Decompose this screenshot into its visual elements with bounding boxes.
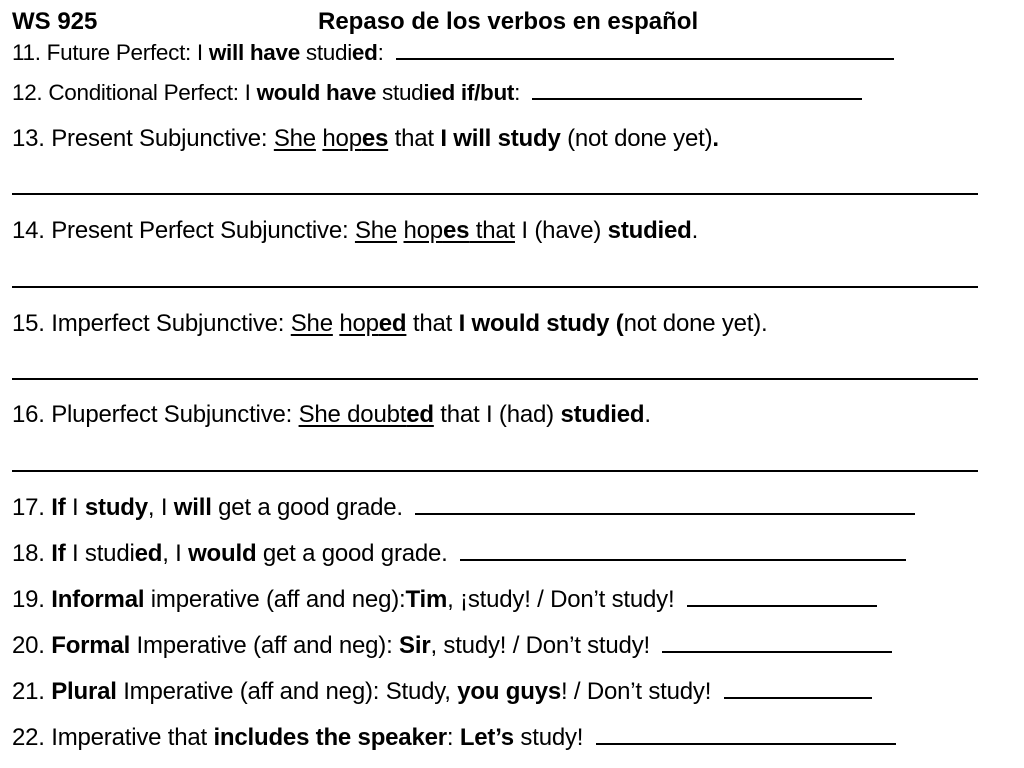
answer-blank[interactable] (12, 470, 978, 472)
item-18: 18. If I studied, I would get a good grade. (12, 539, 906, 569)
item-12: 12. Conditional Perfect: I would have studied if/but: (12, 78, 862, 108)
item-11: 11. Future Perfect: I will have studied: (12, 38, 894, 68)
item-13: 13. Present Subjunctive: She hopes that I will study (not done yet). (12, 125, 719, 152)
item-15: 15. Imperfect Subjunctive: She hoped that I would study (not done yet). (12, 310, 768, 337)
item-19: 19. Informal imperative (aff and neg):Tim, ¡study! / Don’t study! (12, 585, 877, 615)
worksheet-title: Repaso de los verbos en español (318, 8, 699, 35)
answer-blank[interactable] (662, 631, 892, 653)
answer-blank[interactable] (12, 378, 978, 380)
item-16: 16. Pluperfect Subjunctive: She doubted that I (had) studied. (12, 401, 651, 428)
answer-blank[interactable] (460, 539, 906, 561)
answer-blank[interactable] (12, 286, 978, 288)
item-22: 22. Imperative that includes the speaker: Let’s study! (12, 723, 896, 753)
item-21: 21. Plural Imperative (aff and neg): Study, you guys! / Don’t study! (12, 677, 872, 707)
item-17: 17. If I study, I will get a good grade. (12, 493, 915, 523)
answer-blank[interactable] (724, 677, 872, 699)
answer-blank[interactable] (687, 585, 877, 607)
item-14: 14. Present Perfect Subjunctive: She hopes that I (have) studied. (12, 217, 699, 244)
item-20: 20. Formal Imperative (aff and neg): Sir, study! / Don’t study! (12, 631, 892, 661)
worksheet-code: WS 925 (12, 8, 98, 35)
answer-blank[interactable] (415, 493, 915, 515)
answer-blank[interactable] (532, 78, 862, 100)
answer-blank[interactable] (12, 193, 978, 195)
answer-blank[interactable] (396, 38, 894, 60)
answer-blank[interactable] (596, 723, 896, 745)
